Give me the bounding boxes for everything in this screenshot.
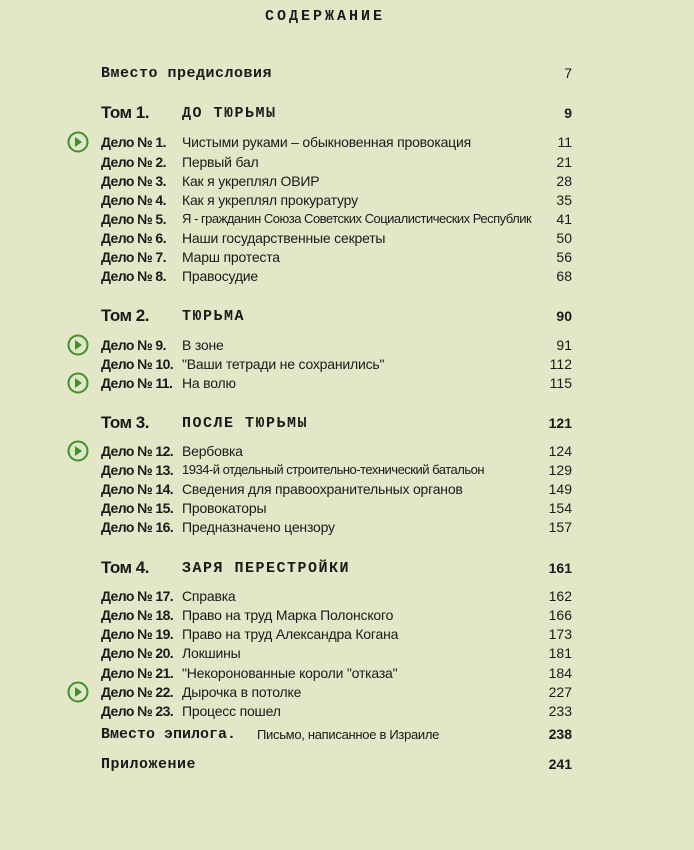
case-entry[interactable] [0,173,694,193]
case-title: В зоне [182,337,224,353]
case-number: Дело № 18. [101,607,174,623]
case-entry[interactable] [0,268,694,288]
case-page: 181 [548,645,572,661]
volume-4-heading[interactable] [0,560,694,580]
volume-label: Том 2. [101,306,149,325]
case-number: Дело № 3. [101,173,166,189]
appendix-label: Приложение [101,756,197,773]
volume-title: ПОСЛЕ ТЮРЬМЫ [182,415,309,432]
case-number: Дело № 23. [101,703,174,719]
case-number: Дело № 15. [101,500,174,516]
case-entry[interactable] [0,607,694,627]
case-number: Дело № 12. [101,443,174,459]
arrow-marker-icon[interactable] [67,131,89,153]
case-title: Провокаторы [182,500,267,516]
case-number: Дело № 11. [101,375,173,391]
case-number: Дело № 21. [101,665,174,681]
case-entry[interactable] [0,356,694,376]
case-entry[interactable] [0,443,694,463]
volume-label: Том 4. [101,558,149,577]
case-title: Наши государственные секреты [182,230,386,246]
case-entry[interactable] [0,337,694,357]
case-title: Как я укреплял ОВИР [182,173,320,189]
case-entry[interactable] [0,519,694,539]
case-page: 50 [556,230,572,246]
case-number: Дело № 20. [101,645,174,661]
case-page: 91 [556,337,572,353]
case-number: Дело № 16. [101,519,174,535]
case-number: Дело № 1. [101,134,166,150]
case-title: Справка [182,588,236,604]
preface-entry[interactable] [0,65,694,85]
arrow-marker-icon[interactable] [67,440,89,462]
case-number: Дело № 14. [101,481,174,497]
preface-page: 7 [564,65,572,81]
case-page: 68 [556,268,572,284]
case-page: 28 [556,173,572,189]
volume-3-heading[interactable] [0,415,694,435]
case-title: Сведения для правоохранительных органов [182,481,463,497]
case-title: Право на труд Марка Полонского [182,607,394,623]
case-page: 56 [556,249,572,265]
volume-page: 161 [548,560,572,576]
case-entry[interactable] [0,230,694,250]
case-title: 1934-й отдельный строительно-технический батальон [182,462,485,477]
case-title: Первый бал [182,154,259,170]
case-entry[interactable] [0,481,694,501]
case-page: 41 [556,211,572,227]
epilogue-entry[interactable] [0,726,694,746]
arrow-marker-icon[interactable] [67,334,89,356]
case-page: 115 [549,375,572,391]
volume-page: 9 [564,105,572,121]
epilogue-label: Вместо эпилога. [101,726,237,743]
case-title: Чистыми руками – обыкновенная провокация [182,134,471,150]
case-number: Дело № 17. [101,588,174,604]
volume-label: Том 3. [101,413,149,432]
case-number: Дело № 6. [101,230,166,246]
case-title: "Некоронованные короли "отказа" [182,665,398,681]
case-number: Дело № 5. [101,211,166,227]
case-entry[interactable] [0,645,694,665]
case-number: Дело № 10. [101,356,174,372]
volume-page: 90 [556,308,572,324]
volume-title: ЗАРЯ ПЕРЕСТРОЙКИ [182,560,351,577]
case-number: Дело № 2. [101,154,166,170]
case-number: Дело № 13. [101,462,174,478]
volume-title: ТЮРЬМА [182,308,246,325]
case-page: 112 [549,356,572,372]
case-title: Дырочка в потолке [182,684,302,700]
case-page: 173 [548,626,572,642]
case-page: 11 [557,134,572,150]
case-page: 227 [548,684,572,700]
case-number: Дело № 9. [101,337,166,353]
epilogue-page: 238 [548,726,572,742]
case-entry[interactable] [0,154,694,174]
case-entry[interactable] [0,703,694,723]
case-title: Право на труд Александра Когана [182,626,399,642]
case-page: 157 [548,519,572,535]
case-entry[interactable] [0,375,694,395]
appendix-page: 241 [548,756,572,772]
case-page: 149 [548,481,572,497]
case-title: Предназначено цензору [182,519,335,535]
case-page: 166 [548,607,572,623]
case-title: Я - гражданин Союза Советских Социалистических Республик [182,211,532,226]
volume-page: 121 [548,415,572,431]
case-number: Дело № 22. [101,684,174,700]
case-number: Дело № 8. [101,268,166,284]
case-entry[interactable] [0,665,694,685]
case-title: Процесс пошел [182,703,281,719]
case-entry[interactable] [0,588,694,608]
case-title: Вербовка [182,443,243,459]
case-title: На волю [182,375,236,391]
epilogue-subtitle: Письмо, написанное в Израиле [257,727,440,742]
case-title: Как я укреплял прокуратуру [182,192,358,208]
volume-2-heading[interactable] [0,308,694,328]
case-number: Дело № 19. [101,626,174,642]
appendix-entry[interactable] [0,756,694,776]
case-entry[interactable] [0,684,694,704]
case-page: 124 [548,443,572,459]
case-page: 233 [548,703,572,719]
case-page: 184 [548,665,572,681]
case-number: Дело № 7. [101,249,166,265]
arrow-marker-icon[interactable] [67,681,89,703]
case-entry[interactable] [0,211,694,231]
case-title: Марш протеста [182,249,280,265]
volume-1-heading[interactable] [0,105,694,125]
case-entry[interactable] [0,134,694,154]
case-entry[interactable] [0,500,694,520]
case-page: 154 [548,500,572,516]
case-entry[interactable] [0,249,694,269]
case-title: Локшины [182,645,241,661]
case-page: 21 [556,154,572,170]
case-title: "Ваши тетради не сохранились" [182,356,385,372]
case-entry[interactable] [0,462,694,482]
case-entry[interactable] [0,626,694,646]
case-entry[interactable] [0,192,694,212]
case-number: Дело № 4. [101,192,166,208]
case-page: 129 [548,462,572,478]
volume-label: Том 1. [101,103,149,122]
page-title: СОДЕРЖАНИЕ [264,8,385,25]
volume-title: ДО ТЮРЬМЫ [182,105,277,122]
case-page: 162 [548,588,572,604]
arrow-marker-icon[interactable] [67,372,89,394]
case-page: 35 [556,192,572,208]
case-title: Правосудие [182,268,259,284]
preface-label: Вместо предисловия [101,65,273,82]
